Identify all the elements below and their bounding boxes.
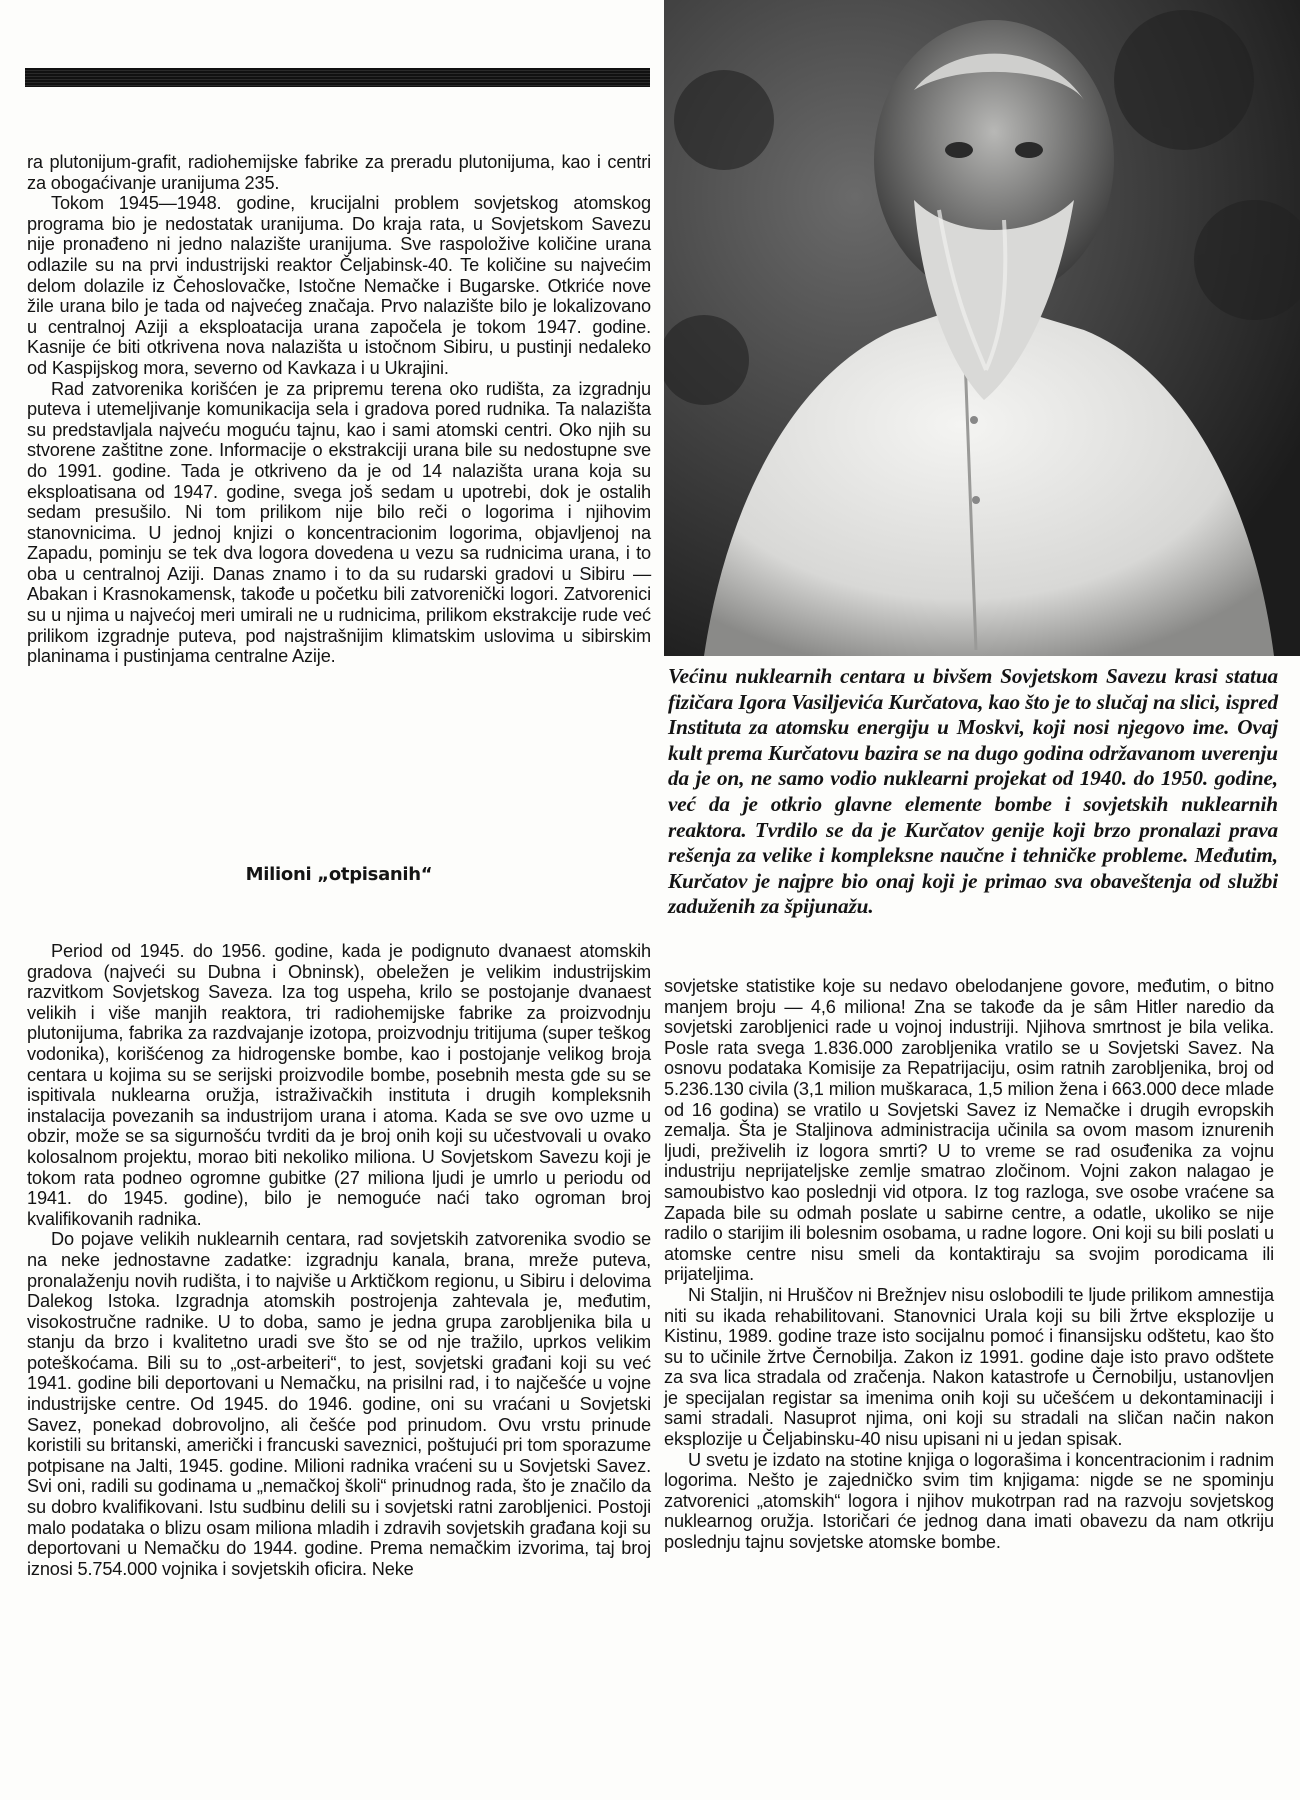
paragraph: U svetu je izdato na stotine knjiga o logorašima i koncentracionim i radnim logorima. Nešto je zajedničko svim tim knjigama: nigde se ne spominju zatvorenici „atomskih“ logora i njihov mukotrpan rad na razvoju sovjetskog nuklearnog oružja. Istoričari će jednog dana imati obavezu da nam otkriju poslednju tajnu sovjetske atomske bombe. <box>664 1449 1274 1553</box>
article-column-left-bottom <box>27 941 651 1579</box>
photo-caption: Većinu nuklearnih centara u bivšem Sovjetskom Savezu krasi statua fizičara Igora Vasiljevića Kurčatova, kao što je to slučaj na slici, ispred Instituta za atomsku energiju u Moskvi, koji nosi njegovo ime. Ovaj kult prema Kurčatovu bazira se na dugo godina održavanom uverenju da je on, ne samo vodio nuklearni projekat od 1940. do 1950. godine, već da je otkrio glavne elemente bombe i sovjetskih nuklearnih reaktora. Tvrdilo se da je Kurčatov genije koji brzo pronalazi prava rešenja za velike i kompleksne naučne i tehničke probleme. Međutim, Kurčatov je najpre bio onaj koji je primao sva obaveštenja od službi zaduženih za špijunažu. <box>668 664 1278 919</box>
paragraph: sovjetske statistike koje su nedavo obelodanjene govore, međutim, o bitno manjem broju — 4,6 miliona! Zna se takođe da je sâm Hitler naredio da sovjetski zarobljenici rade u vojnoj industriji. Njihova smrtnost je bila velika. Posle rata svega 1.836.000 zarobljenika vratilo se u Sovjetski Savez. Na osnovu podataka Komisije za Repatrijaciju, osim ratnih zarobljenika, broj od 5.236.130 civila (3,1 milion muškaraca, 1,5 milion žena i 663.000 dece mlade od 16 godina) se vratilo u Sovjetski Savez iz Nemačke i drugih evropskih zemalja. Šta je Staljinova administracija učinila sa ovom masom iznurenih ljudi, preživelih iz logora smrti? U to vreme se rad osuđenika za vojnu industriju neprijateljske zemlje smatrao zločinom. Vojni zakon nalagao je samoubistvo kao poslednji vid otpora. Iz tog razloga, sve osobe vraćene sa Zapada bile su odmah poslate u sabirne centre, a odatle, ukoliko se nije radilo o starijim ili bolesnim osobama, u radne logore. Oni koji su bili poslati u atomske centre nisu smeli da kontaktiraju sa svojim porodicama ili prijateljima. <box>664 976 1274 1285</box>
paragraph: Do pojave velikih nuklearnih centara, rad sovjetskih zatvorenika svodio se na neke jednostavne zadatke: izgradnju kanala, brana, mreže puteva, pronalaženju novih rudišta, i to najviše u Arktičkom regionu, u Sibiru i delovima Dalekog Istoka. Izgradnja atomskih postrojenja zahtevala je, međutim, visokostručne radnike. U to doba, samo je jedna grupa zarobljenika bila u stanju da brzo i kvalitetno uradi sve što se od nje tražilo, uprkos velikim poteškoćama. Bili su to „ost-arbeiteri“, to jest, sovjetski građani koji su već 1941. godine bili deportovani u Nemačku, na prisilni rad, i to najčešće u vojne industrijske centre. Od 1945. do 1946. godine, oni su vraćani u Sovjetski Savez, ponekad dobrovoljno, ali češće pod prinudom. Ovu vrstu prinude koristili su britanski, američki i francuski saveznici, poštujući pri tom sporazume potpisane na Jalti, 1945. godine. Milioni radnika vraćeni su u Sovjetski Savez. Svi oni, radili su godinama u „nemačkoj školi“ prinudnog rada, što je značilo da su dobro kvalifikovani. Istu sudbinu delili su i sovjetski ratni zarobljenici. Postoji malo podataka o blizu osam miliona mladih i zdravih sovjetskih građana koji su deportovani u Nemačku do 1944. godine. Prema nemačkim izvorima, taj broj iznosi 5.754.000 vojnika i sovjetskih oficira. Neke <box>27 1229 651 1579</box>
paragraph: Rad zatvorenika korišćen je za pripremu terena oko rudišta, za izgradnju puteva i utemeljivanje komunikacija sela i gradova pored rudnika. Ta nalazišta su predstavljala najveću moguću tajnu, kao i sami atomski centri. Oko njih su stvorene zaštitne zone. Informacije o ekstrakciji urana bile su nedostupne sve do 1991. godine. Tada je otkriveno da je od 14 nalazišta urana koja su eksploatisana od 1947. godine, svega još sedam u upotrebi, dok je ostalih sedam presušilo. Ni tom prilikom nije bilo reči o logorima i njihovim stanovnicima. U jednoj knjizi o koncentracionim logorima, objavljenoj na Zapadu, pominju se tek dva logora dovedena u vezu sa rudnicima urana, i to oba u centralnoj Aziji. Danas znamo i to da su rudarski gradovi u Sibiru — Abakan i Krasnokamensk, takođe u početku bili zatvorenički logori. Zatvorenici su u njima u najvećoj meri umirali ne u rudnicima, prilikom ekstrakcije rude već prilikom izgradnje puteva, pod najstrašnijim klimatskim uslovima u sibirskim planinama i pustinjama centralne Azije. <box>27 378 651 667</box>
header-rule <box>25 68 650 87</box>
paragraph: Ni Staljin, ni Hruščov ni Brežnjev nisu oslobodili te ljude prilikom amnestija niti su ikada rehabilitovani. Stanovnici Urala koji su bili žrtve eksplozije u Kistinu, 1989. godine traze isto socijalnu pomoć i finansijsku odštetu, kao što su to učinile žrtve Černobilja. Zakon iz 1991. godine daje isto pravo odštete za sva lica stradala od zračenja. Nakon katastrofe u Černobilju, ustanovljen je specijalan registar sa imenima onih koji su učešćem u dekontaminaciji i sami stradali. Nasuprot njima, oni koji su stradali na sličan način nakon eksplozije u Čeljabinsku-40 nisu upisani ni u jedan spisak. <box>664 1284 1274 1450</box>
article-column-left-top <box>27 152 651 667</box>
paragraph: Tokom 1945—1948. godine, krucijalni problem sovjetskog atomskog programa bio je nedostatak uranijuma. Do kraja rata, u Sovjetskom Savezu nije pronađeno ni jedno nalazište uranijuma. Sve raspoložive količine urana odlazile su na prvi industrijski reaktor Čeljabinsk-40. Te količine su najvećim delom dolazile iz Čehoslovačke, Istočne Nemačke i Bugarske. Otkriće nove žile urana bilo je tada od najvećeg značaja. Prvo nalazište bilo je lokalizovano u centralnoj Aziji a eksploatacija urana započela je tokom 1947. godine. Kasnije će biti otkrivena nova nalazišta u istočnom Sibiru, u pustinji nedaleko od Kaspijskog mora, severno od Kavkaza i u Ukrajini. <box>27 193 651 378</box>
section-heading: Milioni „otpisanih“ <box>245 864 433 885</box>
article-column-right <box>664 976 1274 1553</box>
kurchatov-statue-photo <box>664 0 1300 656</box>
paragraph: Period od 1945. do 1956. godine, kada je podignuto dvanaest atomskih gradova (najveći su Dubna i Obninsk), obeležen je velikim industrijskim razvitkom Sovjetskog Saveza. Iza tog uspeha, krilo se postojanje dvanaest velikih i više manjih reaktora, tri radiohemijske fabrike za proizvodnju plutonijuma, fabrika za razdvajanje izotopa, proizvodnju tritijuma (super teškog vodonika), korišćenog za hidrogenske bombe, kao i postojanje velikog broja centara u kojima su se serijski proizvodile bombe, posebnih mesta gde su se ispitivala nuklearna oružja, istraživačkih instituta i drugih kompleksnih instalacija povezanih sa industrijom urana i atoma. Kada se sve ovo uzme u obzir, može se sa sigurnošću tvrditi da je broj onih koji su učestvovali u ovako kolosalnom projektu, morao biti nekoliko miliona. U Sovjetskom Savezu koji je tokom rata podneo ogromne gubitke (27 miliona ljudi je umrlo u periodu od 1941. do 1945. godine), bilo je nemoguće naći tako ogroman broj kvalifikovanih radnika. <box>27 941 651 1229</box>
paragraph: ra plutonijum-grafit, radiohemijske fabrike za preradu plutonijuma, kao i centri za obogaćivanje uranijuma 235. <box>27 152 651 193</box>
